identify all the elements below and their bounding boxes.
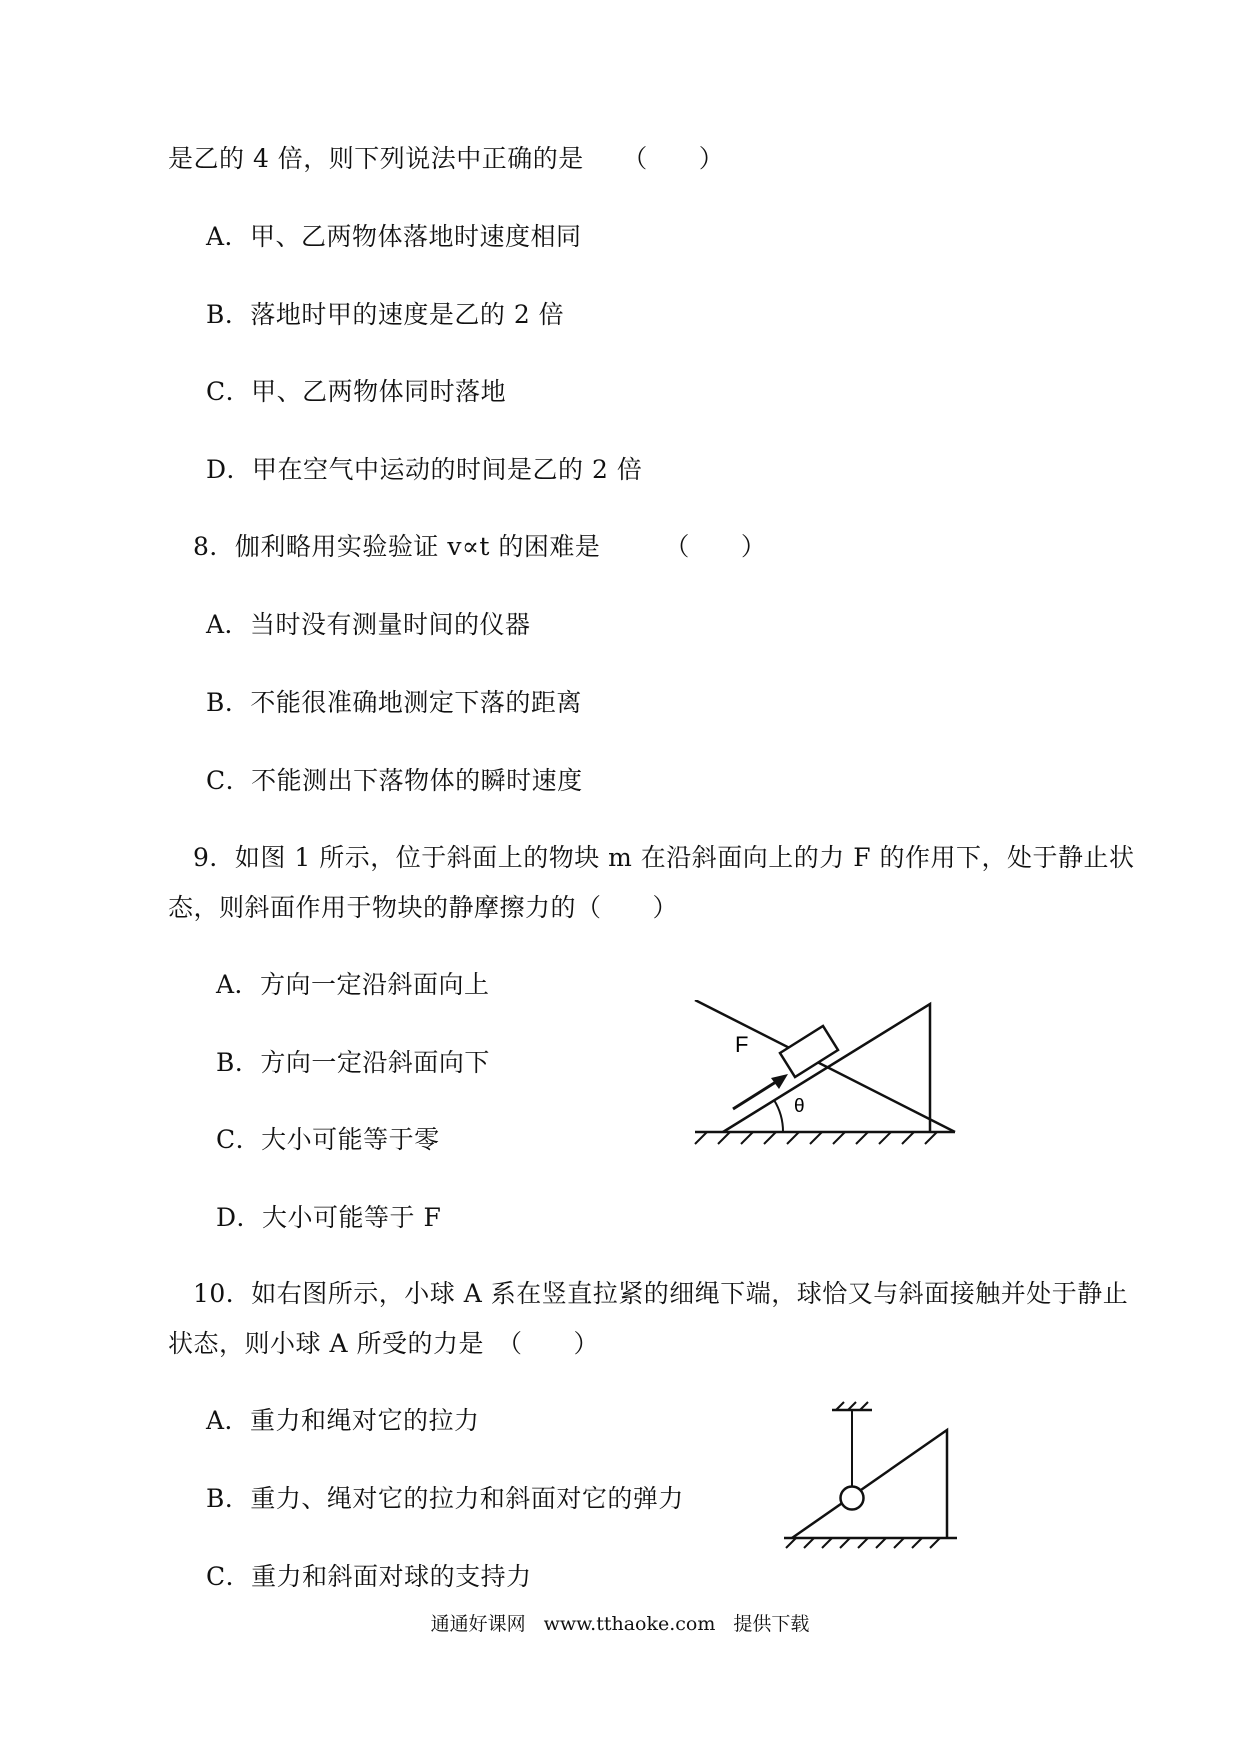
incline-block-figure bbox=[685, 1000, 965, 1155]
ball-a bbox=[841, 1487, 864, 1510]
q7-option-a: A．甲、乙两物体落地时速度相同 bbox=[206, 222, 582, 251]
q10-stem-line1: 10．如右图所示，小球 A 系在竖直拉紧的细绳下端，球恰又与斜面接触并处于静止 bbox=[193, 1279, 1129, 1308]
q8-option-a: A．当时没有测量时间的仪器 bbox=[206, 610, 531, 639]
ground-hatching bbox=[695, 1132, 937, 1144]
q7-option-c: C．甲、乙两物体同时落地 bbox=[206, 377, 507, 406]
q9-option-d: D．大小可能等于 F bbox=[216, 1203, 442, 1232]
footer-suffix: 提供下载 bbox=[733, 1613, 810, 1635]
force-arrow-shaft bbox=[733, 1080, 779, 1109]
ball-string-incline-figure bbox=[782, 1400, 962, 1560]
q10-option-c: C．重力和斜面对球的支持力 bbox=[206, 1562, 532, 1591]
q8-stem: 8．伽利略用实验验证 v∝t 的困难是 （ ） bbox=[193, 532, 767, 561]
q9-option-a: A．方向一定沿斜面向上 bbox=[216, 970, 490, 999]
q10-option-b: B．重力、绳对它的拉力和斜面对它的弹力 bbox=[206, 1484, 684, 1513]
q8-option-b: B．不能很准确地测定下落的距离 bbox=[206, 688, 582, 717]
q9-option-c: C．大小可能等于零 bbox=[216, 1125, 440, 1154]
footer-site: 通通好课网 bbox=[430, 1613, 526, 1635]
q10-option-a: A．重力和绳对它的拉力 bbox=[206, 1406, 480, 1435]
q9-stem-line1: 9．如图 1 所示，位于斜面上的物块 m 在沿斜面向上的力 F 的作用下，处于静止状 bbox=[193, 843, 1135, 872]
angle-label: θ bbox=[794, 1096, 805, 1117]
ground-hatching-2 bbox=[786, 1538, 940, 1548]
q7-stem-continuation: 是乙的 4 倍，则下列说法中正确的是 （ ） bbox=[168, 144, 725, 173]
q7-option-b: B．落地时甲的速度是乙的 2 倍 bbox=[206, 300, 565, 329]
incline-triangle bbox=[723, 1004, 930, 1132]
footer bbox=[0, 1611, 1240, 1637]
q9-option-b: B．方向一定沿斜面向下 bbox=[216, 1048, 490, 1077]
q8-option-c: C．不能测出下落物体的瞬时速度 bbox=[206, 766, 583, 795]
q10-stem-line2: 状态，则小球 A 所受的力是 （ ） bbox=[168, 1329, 599, 1358]
force-label: F bbox=[735, 1032, 749, 1057]
footer-url[interactable]: www.tthaoke.com bbox=[543, 1613, 716, 1635]
ground-line bbox=[695, 1000, 955, 1132]
angle-arc bbox=[774, 1100, 783, 1132]
q7-option-d: D．甲在空气中运动的时间是乙的 2 倍 bbox=[206, 455, 643, 484]
incline-triangle-2 bbox=[792, 1430, 947, 1538]
force-arrow-head bbox=[771, 1074, 788, 1089]
q9-stem-line2: 态，则斜面作用于物块的静摩擦力的（ ） bbox=[168, 893, 679, 922]
